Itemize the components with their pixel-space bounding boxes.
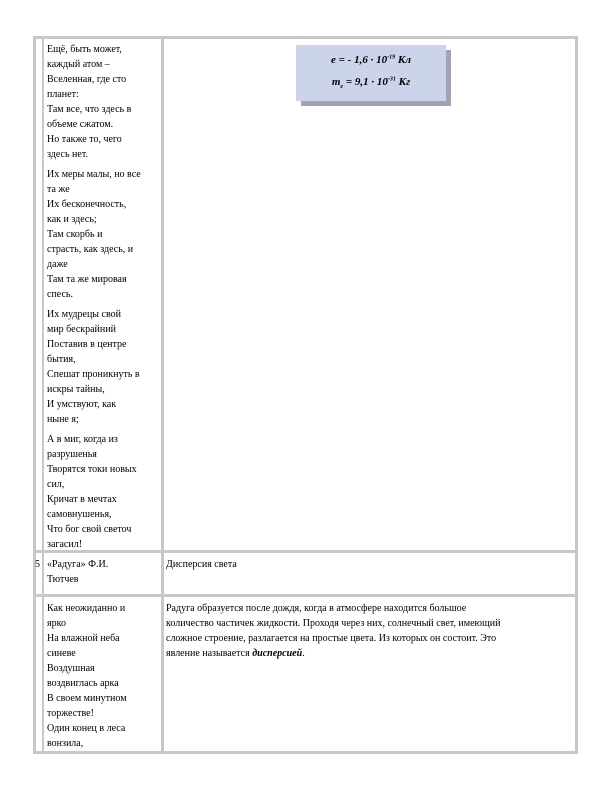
poem-title-line: Тютчев: [47, 574, 79, 585]
poem-line: И умствуют, как: [47, 399, 117, 410]
poem-title-line: «Радуга» Ф.И.: [47, 559, 109, 570]
poem-line: как и здесь;: [47, 214, 97, 225]
poem-stanza-2: [47, 167, 161, 302]
poem-stanza-4: [47, 432, 161, 552]
poem-line: Их бесконечность,: [47, 199, 127, 210]
poem-line: сил,: [47, 479, 65, 490]
row3-poem-cell: [47, 601, 161, 751]
poem-line: страсть, как здесь, и: [47, 244, 134, 255]
poem-line: Что бог свой светоч: [47, 524, 132, 535]
poem-line: воздвиглась арка: [47, 678, 119, 689]
row-number: 5: [35, 559, 40, 570]
explanation-line: количество частичек жидкости. Проходя через них, солнечный свет, имеющий: [166, 618, 501, 629]
poem-line: спесь.: [47, 289, 73, 300]
explanation-line: явление называется дисперсией.: [166, 648, 305, 659]
poem-line: Спешат проникнуть в: [47, 369, 140, 380]
poem-line: планет:: [47, 89, 79, 100]
row3-explanation: [166, 601, 574, 661]
poem-line: самовнушенья,: [47, 509, 112, 520]
poem-line: торжестве!: [47, 708, 94, 719]
poem-line: Ещё, быть может,: [47, 44, 122, 55]
poem-line: На влажной неба: [47, 633, 120, 644]
poem-line: ныне я;: [47, 414, 79, 425]
explanation-line: Радуга образуется после дождя, когда в атмосфере находится большое: [166, 603, 467, 614]
poem-line: Кричат в мечтах: [47, 494, 117, 505]
poem-line: объеме сжатом.: [47, 119, 114, 130]
formula-electron-mass: $m_e = 9,1 \cdot 10^{-31}$ Кг: [331, 76, 411, 91]
poem-line: загасил!: [47, 539, 83, 550]
poem-line: Их мудрецы свой: [47, 309, 121, 320]
row2-topic: Дисперсия света: [166, 559, 237, 570]
poem-line: Их меры малы, но все: [47, 169, 141, 180]
column-divider-2: [161, 36, 164, 754]
poem-line: искры тайны,: [47, 384, 105, 395]
poem-line: А в миг, когда из: [47, 434, 118, 445]
poem-line: даже: [47, 259, 68, 270]
poem-line: Творятся токи новых: [47, 464, 137, 475]
formula-electron-charge: e = - $1,6 \cdot 10^{-19}$ Кл: [331, 54, 411, 66]
poem-stanza-3: [47, 307, 161, 427]
dispersion-term: дисперсией: [252, 648, 303, 659]
poem-line: Но также то, чего: [47, 134, 122, 145]
poem-line: синеве: [47, 648, 76, 659]
row2-title-cell: [47, 557, 161, 587]
poem-line: ярко: [47, 618, 66, 629]
poem-line: мир бескрайний: [47, 324, 116, 335]
poem-line: Вселенная, где сто: [47, 74, 127, 85]
poem-stanza-1: [47, 42, 161, 162]
poem-line: бытия,: [47, 354, 76, 365]
poem-line: та же: [47, 184, 70, 195]
poem-line: Поставив в центре: [47, 339, 127, 350]
poem-line: здесь нет.: [47, 149, 88, 160]
explanation-line: сложное строение, разлагается на простые цвета. Из которых он состоит. Это: [166, 633, 497, 644]
poem-line: Воздушная: [47, 663, 95, 674]
poem-line: Один конец в леса: [47, 723, 126, 734]
poem-line: Там та же мировая: [47, 274, 127, 285]
poem-line: разрушенья: [47, 449, 97, 460]
column-divider-1: [42, 36, 44, 754]
row1-poem-cell: [47, 42, 161, 557]
poem-line: Как неожиданно и: [47, 603, 126, 614]
poem-line: В своем минутном: [47, 693, 127, 704]
row-divider-2: [33, 594, 578, 597]
poem-line: каждый атом –: [47, 59, 110, 70]
formula-box: [296, 45, 446, 101]
poem-line: вонзила,: [47, 738, 84, 749]
poem-line: Там все, что здесь в: [47, 104, 132, 115]
poem-line: Там скорбь и: [47, 229, 103, 240]
